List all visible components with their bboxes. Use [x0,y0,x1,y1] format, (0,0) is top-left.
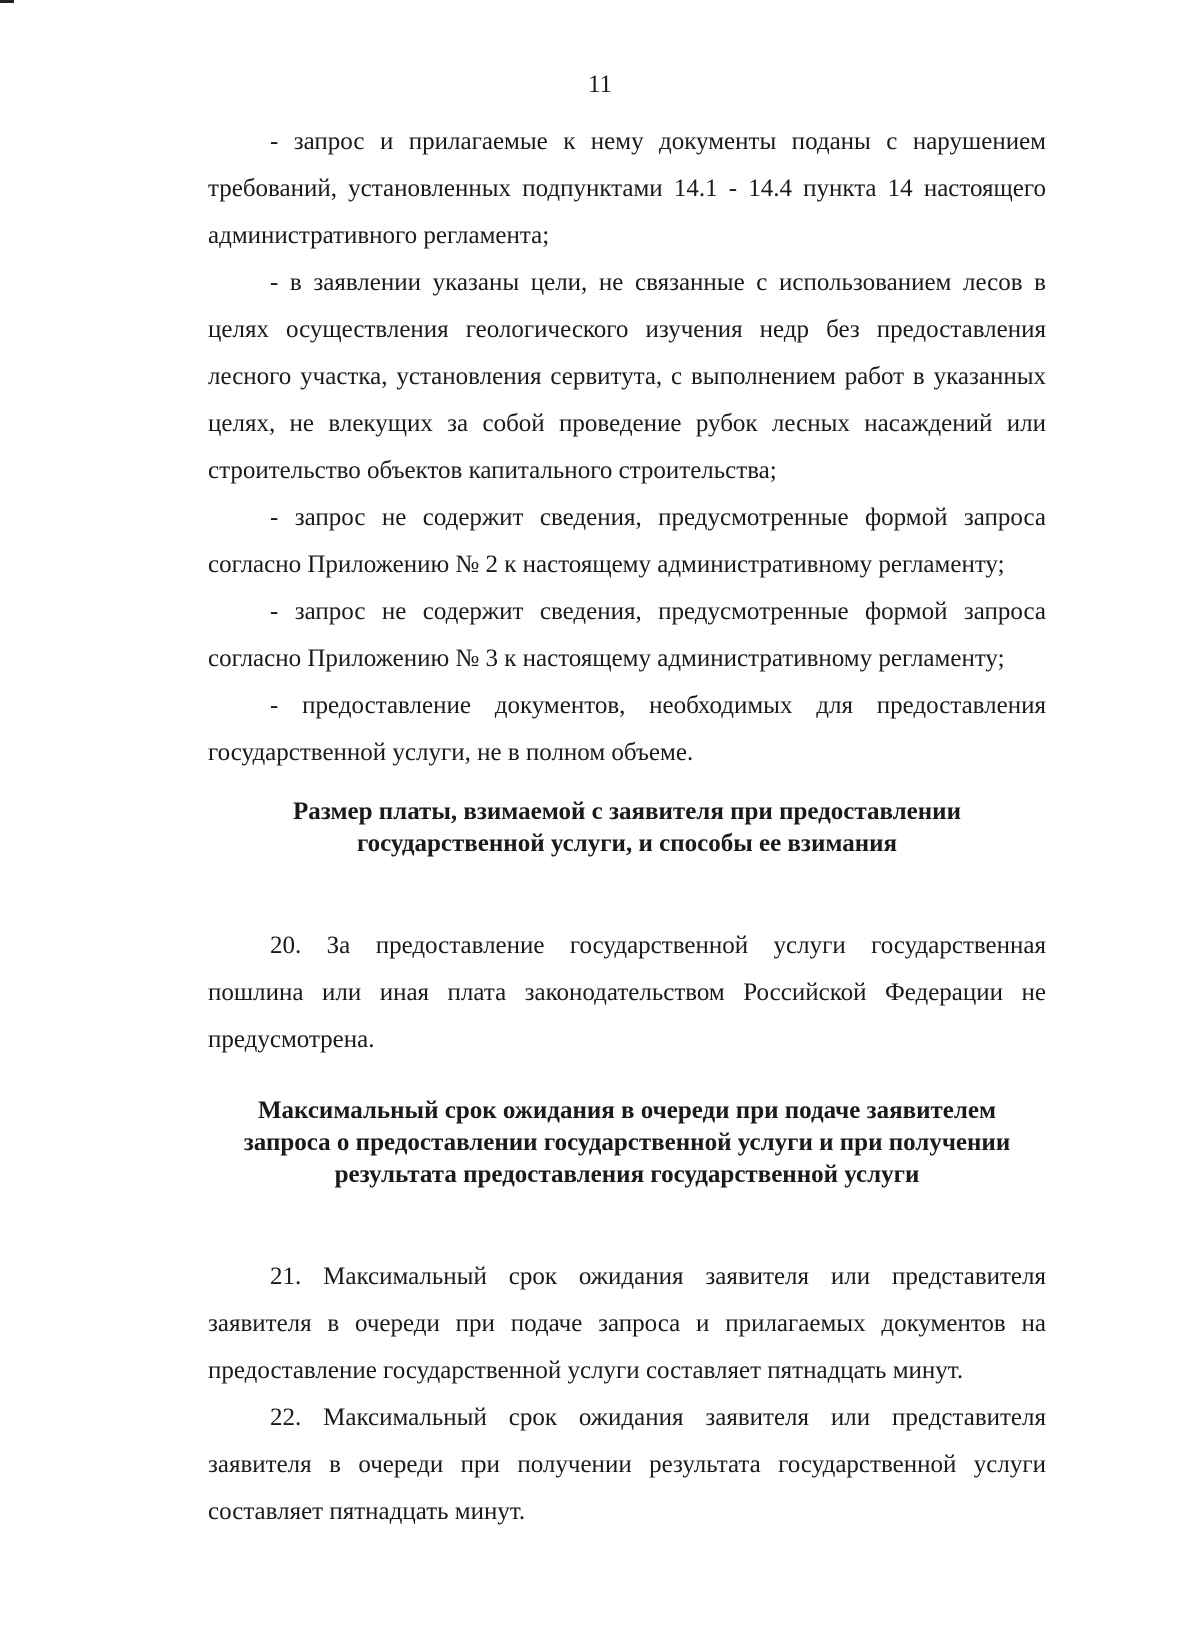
list-item-missing-info-appendix-2: - запрос не содержит сведения, предусмотренные формой запроса согласно Приложению № 2 к настоящему административному регламенту; [208,504,1046,578]
page-number: 11 [587,71,613,98]
list-item-missing-info-appendix-3: - запрос не содержит сведения, предусмотренные формой запроса согласно Приложению № 3 к настоящему административному регламенту; [208,598,1046,672]
section-heading-fee-line-2: государственной услуги, и способы ее взимания [356,830,898,857]
document-body [208,118,1046,1535]
paragraph-22: 22. Максимальный срок ожидания заявителя или представителя заявителя в очереди при получении результата государственной услуги составляет пятнадцать минут. [208,1404,1046,1525]
section-heading-waiting-line-3: результата предоставления государственной услуги [334,1161,920,1188]
list-item-incomplete-documents: - предоставление документов, необходимых для предоставления государственной услуги, не в полном объеме. [208,692,1046,766]
paragraph-21: 21. Максимальный срок ожидания заявителя или представителя заявителя в очереди при подаче запроса и прилагаемых документов на предоставление государственной услуги составляет пятнадцать минут. [208,1263,1046,1384]
list-item-violation-requirements: - запрос и прилагаемые к нему документы поданы с нарушением требований, установленных подпунктами 14.1 - 14.4 пункта 14 настоящего административного регламента; [208,128,1046,249]
scan-edge-mark [0,0,14,3]
section-heading-fee [208,796,1046,860]
paragraph-20: 20. За предоставление государственной услуги государственная пошлина или иная плата законодательством Российской Федерации не предусмотрена. [208,932,1046,1053]
section-heading-waiting-line-2: запроса о предоставлении государственной услуги и при получении [243,1129,1011,1156]
section-heading-waiting-line-1: Максимальный срок ожидания в очереди при подаче заявителем [257,1097,997,1124]
section-heading-waiting-time [208,1095,1046,1191]
list-item-unrelated-purposes: - в заявлении указаны цели, не связанные с использованием лесов в целях осуществления геологического изучения недр без предоставления лесного участка, установления сервитута, с выполнением работ в указанных целях, не влекущих за собой проведение рубок лесных насаждений или строительство объектов капитального строительства; [208,269,1046,484]
section-heading-fee-line-1: Размер платы, взимаемой с заявителя при предоставлении [293,798,961,825]
